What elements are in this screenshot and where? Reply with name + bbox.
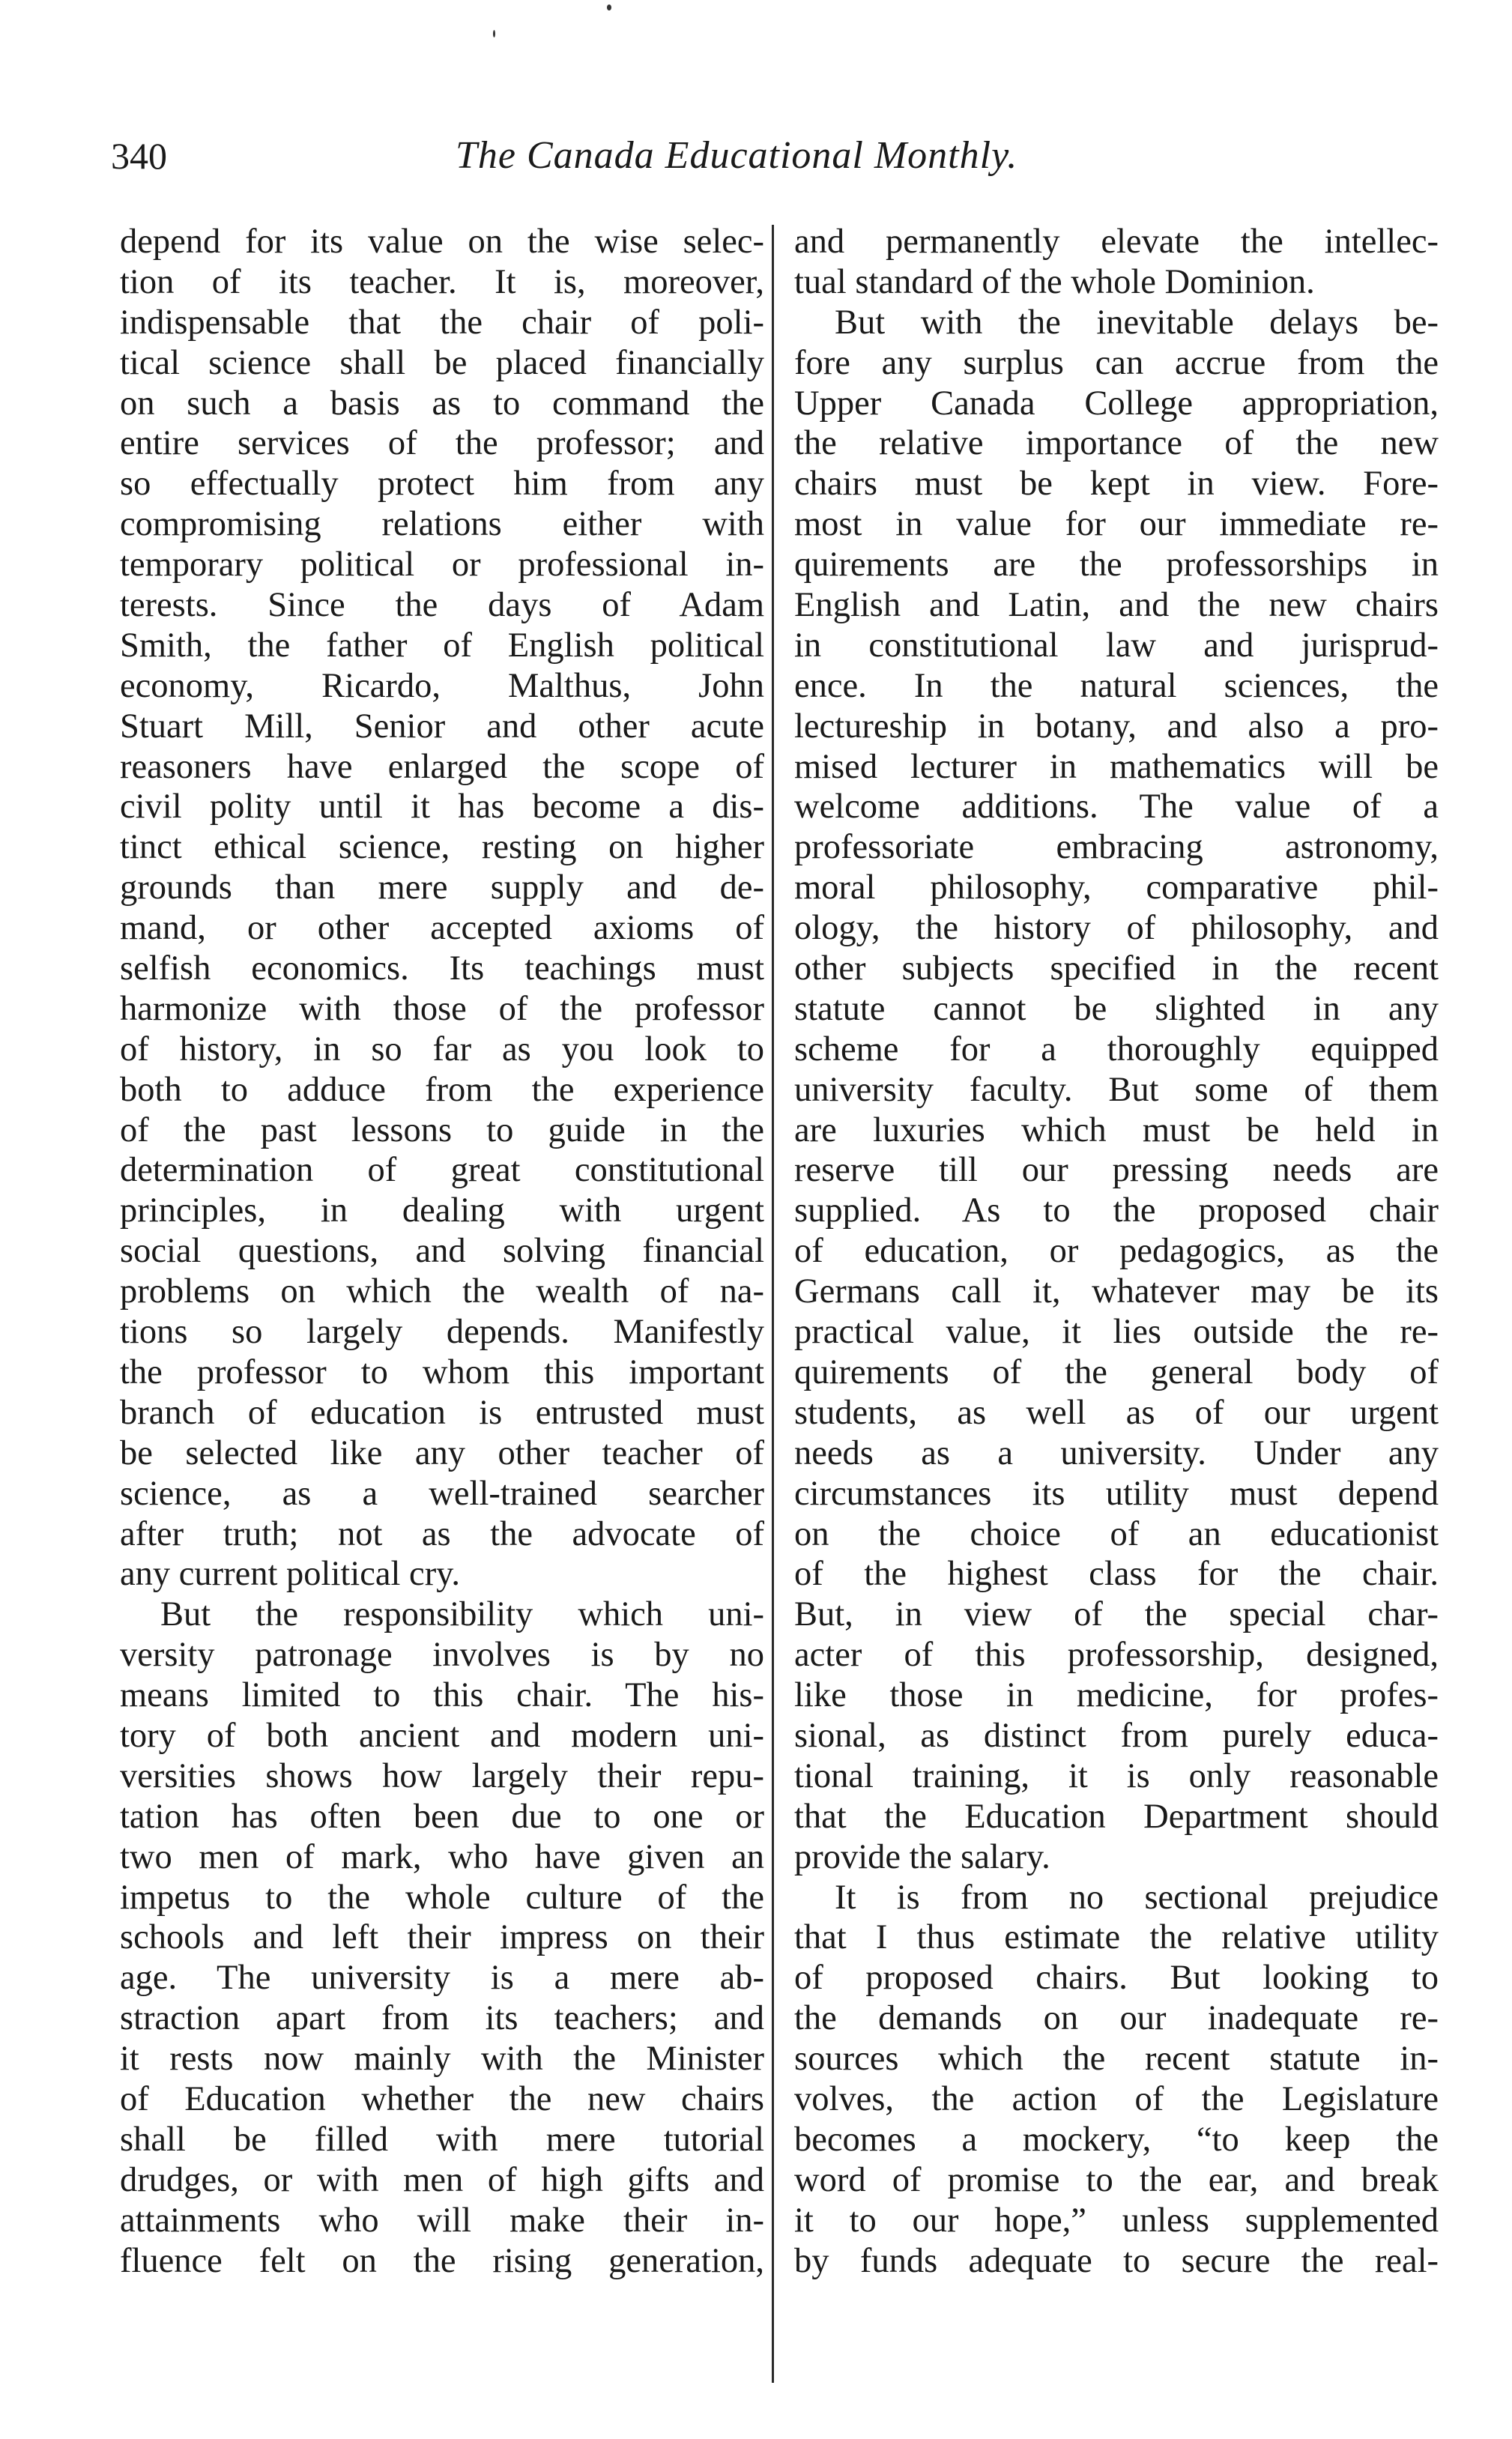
- text-line: tion of its teacher. It is, moreover,: [120, 262, 764, 301]
- text-line: the demands on our inadequate re-: [794, 1999, 1439, 2038]
- text-line: grounds than mere supply and de-: [120, 868, 764, 907]
- text-line: it to our hope,” unless supplemented: [794, 2201, 1439, 2240]
- text-line: statute cannot be slighted in any: [794, 989, 1439, 1028]
- text-line: indispensable that the chair of poli-: [120, 303, 764, 342]
- text-line: scheme for a thoroughly equipped: [794, 1030, 1439, 1069]
- text-line: But with the inevitable delays be-: [835, 303, 1439, 342]
- text-line: becomes a mockery, “to keep the: [794, 2120, 1439, 2159]
- text-line: sources which the recent statute in-: [794, 2040, 1439, 2079]
- text-line: on such a basis as to command the: [120, 384, 764, 423]
- text-line: entire services of the professor; and: [120, 424, 764, 463]
- text-line: tation has often been due to one or: [120, 1797, 764, 1836]
- text-line: of Education whether the new chairs: [120, 2079, 764, 2118]
- text-line: supplied. As to the proposed chair: [794, 1191, 1439, 1230]
- text-line: temporary political or professional in-: [120, 545, 764, 584]
- text-line: quirements are the professorships in: [794, 545, 1439, 584]
- text-line: most in value for our immediate re-: [794, 505, 1439, 544]
- text-line: needs as a university. Under any: [794, 1433, 1439, 1472]
- text-line: Upper Canada College appropriation,: [794, 384, 1439, 423]
- text-line: tinct ethical science, resting on higher: [120, 828, 764, 867]
- text-line: be selected like any other teacher of: [120, 1433, 764, 1472]
- text-line: of education, or pedagogics, as the: [794, 1232, 1439, 1271]
- text-line: are luxuries which must be held in: [794, 1110, 1439, 1149]
- text-line: tional training, it is only reasonable: [794, 1756, 1439, 1795]
- text-line: mand, or other accepted axioms of: [120, 909, 764, 948]
- text-line: social questions, and solving financial: [120, 1232, 764, 1271]
- text-line: that the Education Department should: [794, 1797, 1439, 1836]
- text-line: versities shows how largely their repu-: [120, 1756, 764, 1795]
- text-line: terests. Since the days of Adam: [120, 586, 764, 625]
- text-line: economy, Ricardo, Malthus, John: [120, 666, 764, 705]
- text-line: means limited to this chair. The his-: [120, 1676, 764, 1715]
- text-line: it rests now mainly with the Minister: [120, 2040, 764, 2079]
- text-line: the professor to whom this important: [120, 1353, 764, 1391]
- text-line: of the highest class for the chair.: [794, 1555, 1439, 1594]
- text-line: university faculty. But some of them: [794, 1070, 1439, 1109]
- text-line: chairs must be kept in view. Fore-: [794, 465, 1439, 504]
- text-line: students, as well as of our urgent: [794, 1393, 1439, 1432]
- text-line: English and Latin, and the new chairs: [794, 586, 1439, 625]
- text-line: like those in medicine, for profes-: [794, 1676, 1439, 1715]
- text-line: tory of both ancient and modern uni-: [120, 1716, 764, 1755]
- text-line: on the choice of an educationist: [794, 1514, 1439, 1553]
- text-line: shall be filled with mere tutorial: [120, 2120, 764, 2159]
- text-line: of the past lessons to guide in the: [120, 1110, 764, 1149]
- text-line: reasoners have enlarged the scope of: [120, 747, 764, 786]
- text-line: Germans call it, whatever may be its: [794, 1272, 1439, 1311]
- text-line: schools and left their impress on their: [120, 1918, 764, 1957]
- text-line: of history, in so far as you look to: [120, 1030, 764, 1069]
- text-line: by funds adequate to secure the real-: [794, 2241, 1439, 2280]
- text-line: any current political cry.: [120, 1555, 461, 1594]
- text-line: in constitutional law and jurisprud-: [794, 626, 1439, 665]
- text-line: acter of this professorship, designed,: [794, 1636, 1439, 1675]
- text-line: age. The university is a mere ab-: [120, 1959, 764, 1998]
- right-column: [794, 222, 1439, 2281]
- text-line: ence. In the natural sciences, the: [794, 666, 1439, 705]
- page-number: 340: [111, 135, 167, 177]
- text-line: civil polity until it has become a dis-: [120, 788, 764, 826]
- text-line: that I thus estimate the relative utility: [794, 1918, 1439, 1957]
- ink-speck: [607, 4, 611, 10]
- text-line: selfish economics. Its teachings must: [120, 949, 764, 988]
- text-line: But the responsibility which uni-: [160, 1595, 764, 1634]
- text-line: two men of mark, who have given an: [120, 1837, 764, 1876]
- text-line: reserve till our pressing needs are: [794, 1151, 1439, 1190]
- text-line: branch of education is entrusted must: [120, 1393, 764, 1432]
- text-line: circumstances its utility must depend: [794, 1474, 1439, 1513]
- text-line: determination of great constitutional: [120, 1151, 764, 1190]
- text-line: But, in view of the special char-: [794, 1595, 1439, 1634]
- running-title: The Canada Educational Monthly.: [456, 134, 1018, 177]
- text-line: the relative importance of the new: [794, 424, 1439, 463]
- text-line: lectureship in botany, and also a pro-: [794, 707, 1439, 746]
- text-line: welcome additions. The value of a: [794, 788, 1439, 826]
- text-line: straction apart from its teachers; and: [120, 1999, 764, 2038]
- text-line: tions so largely depends. Manifestly: [120, 1313, 764, 1352]
- text-line: both to adduce from the experience: [120, 1070, 764, 1109]
- text-line: depend for its value on the wise selec-: [120, 223, 764, 261]
- text-line: quirements of the general body of: [794, 1353, 1439, 1391]
- text-line: impetus to the whole culture of the: [120, 1878, 764, 1917]
- text-line: Stuart Mill, Senior and other acute: [120, 707, 764, 746]
- text-line: compromising relations either with: [120, 505, 764, 544]
- text-line: attainments who will make their in-: [120, 2201, 764, 2240]
- text-line: practical value, it lies outside the re-: [794, 1313, 1439, 1352]
- text-line: versity patronage involves is by no: [120, 1636, 764, 1675]
- text-line: sional, as distinct from purely educa-: [794, 1716, 1439, 1755]
- text-line: science, as a well-trained searcher: [120, 1474, 764, 1513]
- text-line: problems on which the wealth of na-: [120, 1272, 764, 1311]
- text-line: tical science shall be placed financially: [120, 343, 764, 382]
- column-divider: [772, 225, 774, 2383]
- text-line: volves, the action of the Legislature: [794, 2079, 1439, 2118]
- ink-speck: [493, 30, 495, 37]
- text-line: word of promise to the ear, and break: [794, 2160, 1439, 2199]
- text-line: of proposed chairs. But looking to: [794, 1959, 1439, 1998]
- text-line: harmonize with those of the professor: [120, 989, 764, 1028]
- text-line: other subjects specified in the recent: [794, 949, 1439, 988]
- text-line: so effectually protect him from any: [120, 465, 764, 504]
- text-line: moral philosophy, comparative phil-: [794, 868, 1439, 907]
- text-line: drudges, or with men of high gifts and: [120, 2160, 764, 2199]
- text-line: and permanently elevate the intellec-: [794, 223, 1439, 261]
- left-column: [120, 222, 764, 2281]
- running-header: [111, 133, 1445, 186]
- text-line: fluence felt on the rising generation,: [120, 2241, 764, 2280]
- text-line: principles, in dealing with urgent: [120, 1191, 764, 1230]
- text-line: mised lecturer in mathematics will be: [794, 747, 1439, 786]
- text-line: Smith, the father of English political: [120, 626, 764, 665]
- text-line: fore any surplus can accrue from the: [794, 343, 1439, 382]
- text-line: provide the salary.: [794, 1837, 1050, 1876]
- text-line: It is from no sectional prejudice: [835, 1878, 1439, 1917]
- text-line: after truth; not as the advocate of: [120, 1514, 764, 1553]
- text-line: ology, the history of philosophy, and: [794, 909, 1439, 948]
- text-line: professoriate embracing astronomy,: [794, 828, 1439, 867]
- text-line: tual standard of the whole Dominion.: [794, 262, 1315, 301]
